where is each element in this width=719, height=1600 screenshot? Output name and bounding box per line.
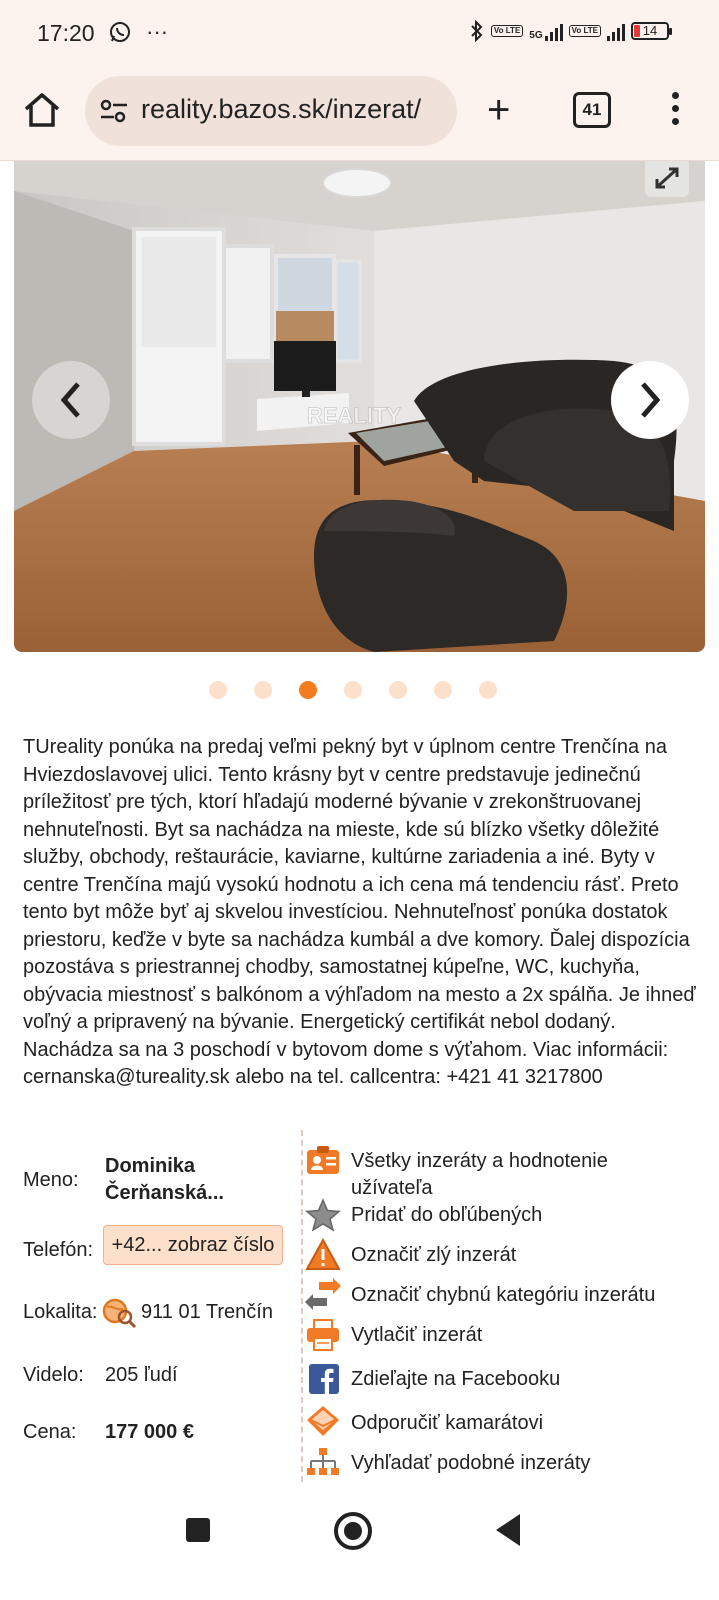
signal-icon-2 — [607, 21, 625, 41]
gallery-dot[interactable] — [254, 681, 272, 699]
browser-toolbar — [0, 68, 719, 161]
action-label[interactable]: Zdieľajte na Facebooku — [351, 1368, 561, 1390]
fullscreen-button[interactable] — [645, 161, 689, 197]
gallery-dot[interactable] — [389, 681, 407, 699]
volte-icon: Vo LTE — [491, 25, 523, 37]
listing-photo[interactable] — [14, 161, 705, 652]
warning-icon — [305, 1238, 341, 1272]
url-text[interactable]: reality.bazos.sk/inzerat/ — [141, 94, 422, 124]
views-value: 205 ľudí — [105, 1364, 178, 1386]
recent-apps-button[interactable] — [186, 1518, 210, 1542]
seller-name-line2: Čerňanská... — [105, 1182, 224, 1204]
new-tab-button[interactable]: + — [487, 88, 511, 132]
next-image-button[interactable] — [611, 361, 689, 439]
notification-icons — [108, 18, 168, 45]
tab-switcher-button[interactable]: 41 — [573, 92, 611, 128]
gallery-pagination — [0, 679, 719, 701]
status-indicators — [469, 20, 669, 42]
battery-level: 14 — [642, 23, 658, 38]
action-label[interactable]: Označiť chybnú kategóriu inzerátu — [351, 1284, 656, 1306]
whatsapp-icon — [108, 20, 132, 44]
price-value: 177 000 € — [105, 1421, 194, 1443]
signal-icon — [545, 21, 563, 41]
location-value[interactable]: 911 01 Trenčín — [141, 1301, 273, 1323]
site-settings-icon[interactable] — [99, 98, 129, 124]
bluetooth-icon — [469, 20, 485, 42]
views-label: Videlo: — [23, 1364, 84, 1386]
name-label: Meno: — [23, 1169, 79, 1191]
gallery-dot[interactable] — [479, 681, 497, 699]
phone-label: Telefón: — [23, 1239, 94, 1261]
gallery-dot-active[interactable] — [299, 681, 317, 699]
action-label[interactable]: Všetky inzeráty a hodnotenie užívateľa — [351, 1150, 608, 1199]
previous-image-button[interactable] — [32, 361, 110, 439]
browser-menu-icon[interactable] — [672, 92, 680, 131]
gallery-dot[interactable] — [209, 681, 227, 699]
show-phone-button[interactable]: +42... zobraz číslo — [103, 1225, 283, 1265]
action-label[interactable]: Vyhľadať podobné inzeráty — [351, 1452, 591, 1474]
gallery-dot[interactable] — [344, 681, 362, 699]
listing-description: TUreality ponúka na predaj veľmi pekný byt v úplnom centre Trenčína na Hviezdoslavovej ulici. Tento krásny byt v centre predstavuje jedinečnú príležitosť pre tých, ktorí hľadajú moderné bývanie v zrekonštruovanej nehnuteľnosti. Byt sa nachádza na mieste, kde sú blízko všetky dôležité služby, obchody, reštaurácie, kaviarne, kultúrne zariadenia a iné. Byty v centre Trenčína majú vysokú hodnotu a ich cena má tendenciu rásť. Preto tento byt môže byť aj skvelou investíciou. Nehnuteľnosť ponúka dostatok priestoru, keďže v byte sa nachádza kumbál a dve komory. Ďalej dispozícia pozostáva s priestrannej chodby, samostatnej kúpeľne, WC, kuchyňa, obývacia miestnosť s balkónom a výhľadom na mesto a 2x spálňa. Je ihneď voľný a pripravený na bývanie. Energetický certifikát nebol dodaný. Nachádza sa na 3 poschodí v bytovom dome s výťahom. Viac informácii: cernanska@tureality.sk alebo na tel. callcentra: +421 41 3217800 — [23, 736, 696, 1088]
swap-arrows-icon — [305, 1278, 341, 1312]
map-search-icon[interactable] — [101, 1297, 139, 1329]
address-bar[interactable] — [85, 76, 457, 146]
star-icon — [305, 1198, 341, 1232]
system-navigation-bar — [0, 1496, 719, 1600]
volte-icon-2: Vo LTE — [569, 25, 601, 37]
back-button[interactable] — [496, 1514, 520, 1546]
photo-watermark: REALITY — [306, 403, 402, 428]
gallery-dot[interactable] — [434, 681, 452, 699]
price-label: Cena: — [23, 1421, 77, 1443]
home-icon[interactable] — [22, 90, 62, 130]
status-bar — [0, 0, 719, 68]
image-gallery[interactable] — [14, 161, 705, 652]
action-label[interactable]: Pridať do obľúbených — [351, 1204, 543, 1226]
more-notifications-icon: ··· — [146, 19, 169, 45]
action-label[interactable]: Označiť zlý inzerát — [351, 1244, 517, 1266]
action-label[interactable]: Vytlačiť inzerát — [351, 1324, 483, 1346]
hierarchy-icon — [305, 1446, 341, 1480]
status-time: 17:20 — [37, 20, 95, 46]
home-button[interactable] — [334, 1512, 372, 1550]
details-divider — [301, 1130, 303, 1482]
network-type: 5G — [529, 21, 562, 41]
expand-icon — [645, 161, 689, 197]
envelope-icon — [305, 1406, 341, 1440]
seller-name-line1: Dominika — [105, 1155, 196, 1177]
location-label: Lokalita: — [23, 1301, 98, 1323]
battery-icon — [631, 22, 669, 40]
chevron-left-icon — [54, 380, 88, 420]
action-label[interactable]: Odporučiť kamarátovi — [351, 1412, 544, 1434]
facebook-icon — [305, 1362, 341, 1396]
user-card-icon — [305, 1144, 341, 1178]
chevron-right-icon — [633, 380, 667, 420]
printer-icon — [305, 1318, 341, 1352]
